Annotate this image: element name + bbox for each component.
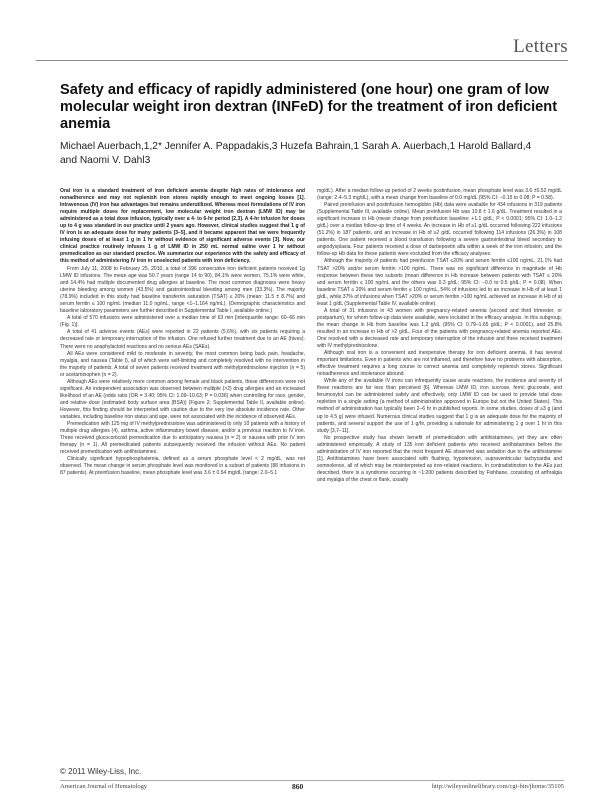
body-paragraph: Clinically significant hypophosphatemia, defined as a serum phosphate level < 2 mg/dL, was not observed. The mean change in serum phosphate level was monitored in a subset of patients (88 infusions in 87 patients). At preinfusion baseline, mean phosphate level was 3.6 ± 0.54 mg/dL (range: 2.0–5.1 <box>60 456 305 477</box>
copyright-notice: © 2011 Wiley-Liss, Inc. <box>60 767 142 776</box>
author-list: Michael Auerbach,1,2* Jennifer A. Pappadakis,3 Huzefa Bahrain,1 Sarah A. Auerbach,1 Harold Ballard,4 and Naomi V. Dahl3 <box>60 141 532 166</box>
page-number: 860 <box>292 782 304 791</box>
body-paragraph: Paired preinfusion and postinfusion hemoglobin (Hb) data were available for 434 infusions in 319 patients (Supplemental Table III, available online). Mean preinfusion Hb was 10.8 ± 1.6 g/dL. Treatment resulted in a significant increase in Hb (mean change from preinfusion baseline: +1.1 g/dL; P < 0.0001; 95% CI: 1.0–1.2 g/dL) over a median follow-up time of 4 weeks. An increase in Hb of ≥1 g/dL occurred following 222 infusions (51.2%) in 187 patients, and an increase in Hb of ≥2 g/dL occurred following 114 infusions (26.3%) in 108 patients. One patient received a blood transfusion following a severe gastrointestinal bleed secondary to angiodysplasia. Four patients received a dose of darbepoetin alfa within a week of the iron infusion, and the follow-up Hb data for these patients were excluded from the efficacy analyses. <box>317 202 562 258</box>
section-label: Letters <box>513 36 568 57</box>
body-paragraph: A total of 570 infusions were administered over a median time of 63 min [interquartile range: 60–66 min (Fig. 1)]. <box>60 315 305 329</box>
body-paragraph: No prospective study has shown benefit of premedication with antihistamines, yet they are often administered empirically. A study of 135 iron deficient patients who received antihistamines before the administration of IV iron reported that the most frequent AE observed was sedation due to the antihistamine [1]. Antihistamines have been associated with flushing, hypotension, supraventricular tachycardia and somnolence, all of which may be misinterpreted as iron-related reactions. In contradistinction to the AEs just described, there is a syndrome occurring in ~1:200 patients described by Fishbane, consisting of arthralgia and myalgia of the chest or flank, usually <box>317 434 562 483</box>
body-paragraph: From July 11, 2008 to February 25, 2010, a total of 396 consecutive iron deficient patients received 1g LMW ID infusions. The mean age was 50.7 years (range 14 to 90), 84.1% were women, 75.1% were white, and 14.4% had multiple documented drug allergies at baseline. The most common diagnoses were heavy uterine bleeding among women (43.5%) and gastrointestinal bleeding among men (33.3%). The majority (78.9%) included in this study had baseline transferrin saturation (TSAT) ≤ 20% (mean: 11.5 ± 8.7%) and serum ferritin ≤ 100 ng/mL (median 11.0 ng/mL, range <1–1,164 ng/mL). (Demographic characteristics and baseline laboratory parameters are further described in Supplemental Table I, available online.) <box>60 266 305 315</box>
body-paragraph: Although the majority of patients had preinfusion TSAT ≤20% and serum ferritin ≤100 ng/mL, 21.1% had TSAT >20% and/or serum ferritin >100 ng/mL. There was no significant difference in magnitude of Hb response between these two subsets (mean difference in Hb increase between patients with TSAT ≤ 20% and serum ferritin ≤ 100 ng/mL and the others was 0.3 g/dL; 95% CI: −0.0 to 0.5 g/dL; P = 0.08). When baseline TSAT ≤ 20% and serum ferritin ≤ 100 ng/mL, 54% of infusions led to an increase in Hb of at least 1 g/dL, while 37% of infusions when TSAT >20% or serum ferritin >100 ng/mL achieved an increase in Hb of at least 1 g/dL (Supplemental Table IV, available online). <box>317 258 562 307</box>
body-paragraph: All AEs were considered mild to moderate in severity, the most common being back pain, headache, myalgia, and nausea (Table I), all of which were self-limiting and completely resolved with no intervention in the majority of patients. A total of seven patients received treatment with methylprednisolone injection (n = 5) or acetaminophen (n = 2). <box>60 350 305 378</box>
body-paragraph: Premedication with 125 mg of IV methylprednisolone was administered to only 10 patients with a history of multiple drug allergies (4), asthma, active inflammatory bowel disease, and/or a previous reaction to IV iron. Three received glucocorticoid premedication due to anticipatory nausea (n = 2) or nausea with prior IV iron therapy (n = 1). All premedicated patients subsequently received the infusion without AEs. No patient received premedication with antihistamines. <box>60 421 305 456</box>
body-paragraph: Although oral iron is a convenient and inexpensive therapy for iron deficient anemia, it has several important limitations. Even in patients who are not inflamed, and therefore have no problems with absorption, effective treatment requires a long course to correct anemia and completely replenish stores. Significant nonadherence and intolerance abound. <box>317 350 562 378</box>
journal-url[interactable]: http://wileyonlinelibrary.com/cgi-bin/jhome/35105 <box>431 783 564 790</box>
body-paragraph: A total of 31 infusions in 43 women with pregnancy-related anemia (second and third trimester, or postpartum), for whom follow-up data were available, were included in the efficacy analysis. In this subgroup, the mean change in Hb from baseline was 1.2 g/dL (95% CI: 0.79–1.65 g/dL; P < 0.0001), and 25.8% resulted in an increase in Hb of >2 g/dL. Four of the patients with pregnancy-related anemia reported AEs. One resolved with a decreased rate and temporary interruption of the infusion and three received treatment with IV methylprednisolone. <box>317 307 562 350</box>
body-paragraph: While any of the available IV irons can infrequently cause acute reactions, the incidence and severity of these reactions are far less than perceived [6]. Whereas LMW ID, iron sucrose, ferric gluconate, and ferumoxytol can be administered safely and effectively, only LMW ID can be used to provide total dose repletion in a single setting (a method of administration approved in Europe but not the United States). This method of administration has typically been 2–6 hr in published reports. In some studies, doses of ≥3 g (and up to 4.5 g) were infused. Numerous clinical studies suggest that 1 g is an adequate dose for the majority of patients, and several support the use of 1 g/hr, providing a rationale for administering 1 g over 1 hr in this study [3,7–11]. <box>317 378 562 434</box>
abstract-paragraph: Oral iron is a standard treatment of iron deficient anemia despite high rates of intolerance and nonadherence and may not replenish iron stores rapidly enough to meet ongoing losses [1]. Intravenous (IV) iron has advantages but remains underutilized. Whereas most formulations of IV iron require multiple doses for replacement, low molecular weight iron dextran (LMW ID) may be administered as a total dose infusion, typically over a 4- to 6-hr period [2,3]. A 4-hr infusion for doses up to 4 g was standard in our practice until 2 years ago. However, clinical studies suggest that 1 g of IV iron is an adequate dose for many patients [3–5], and it became apparent that we were frequently infusing doses of at least 1 g in 1 hr without evidence of significant adverse events [3]. Now, our clinical practice routinely infuses 1 g of LMW ID in 250 mL normal saline over 1 hr without premedication as our standard practice. We summarize our experience with the safety and efficacy of this method of administering IV iron in unselected patients with iron deficiency. <box>60 188 305 265</box>
article-title: Safety and efficacy of rapidly administered (one hour) one gram of low molecular weight iron dextran (INFeD) for the treatment of iron deficient anemia <box>60 82 558 132</box>
left-column <box>60 188 305 763</box>
header-rule <box>36 60 568 61</box>
journal-name: American Journal of Hematology <box>60 783 148 790</box>
body-paragraph: mg/dL). After a median follow-up period of 2 weeks postinfusion, mean phosphate level was 3.6 ±0.52 mg/dL (range: 2.4–5.3 mg/dL), with a mean change from baseline of 0.0 mg/dL (95% CI: −0.15 to 0.08; P = 0.58). <box>317 188 562 202</box>
article-body <box>60 188 562 763</box>
body-paragraph: A total of 41 adverse events (AEs) were reported in 22 patients (5.6%), with six patients requiring a decreased rate or temporary interruption of the infusion. One refused further treatment due to an AE (hives). There were no anaphylactoid reactions and no serious AEs (SAEs). <box>60 329 305 350</box>
right-column <box>317 188 562 763</box>
body-paragraph: Although AEs were relatively more common among female and black patients, these differences were not significant. An independent association was observed between multiple (>2) drug allergies and an increased likelihood of an AE (odds ratio (OR = 3.40; 95% CI: 1.09–10.63; P = 0.036) when controlling for race, gender, and relative dose (estimated body surface area (BSA)) (Figure 2; Supplemental Table II, available online). However, this finding should be interpreted with caution due to the very low absolute incidence rate. Other variables, including baseline iron status and age, were not associated with the incidence of observed AEs. <box>60 378 305 420</box>
footer-rule <box>60 780 564 781</box>
